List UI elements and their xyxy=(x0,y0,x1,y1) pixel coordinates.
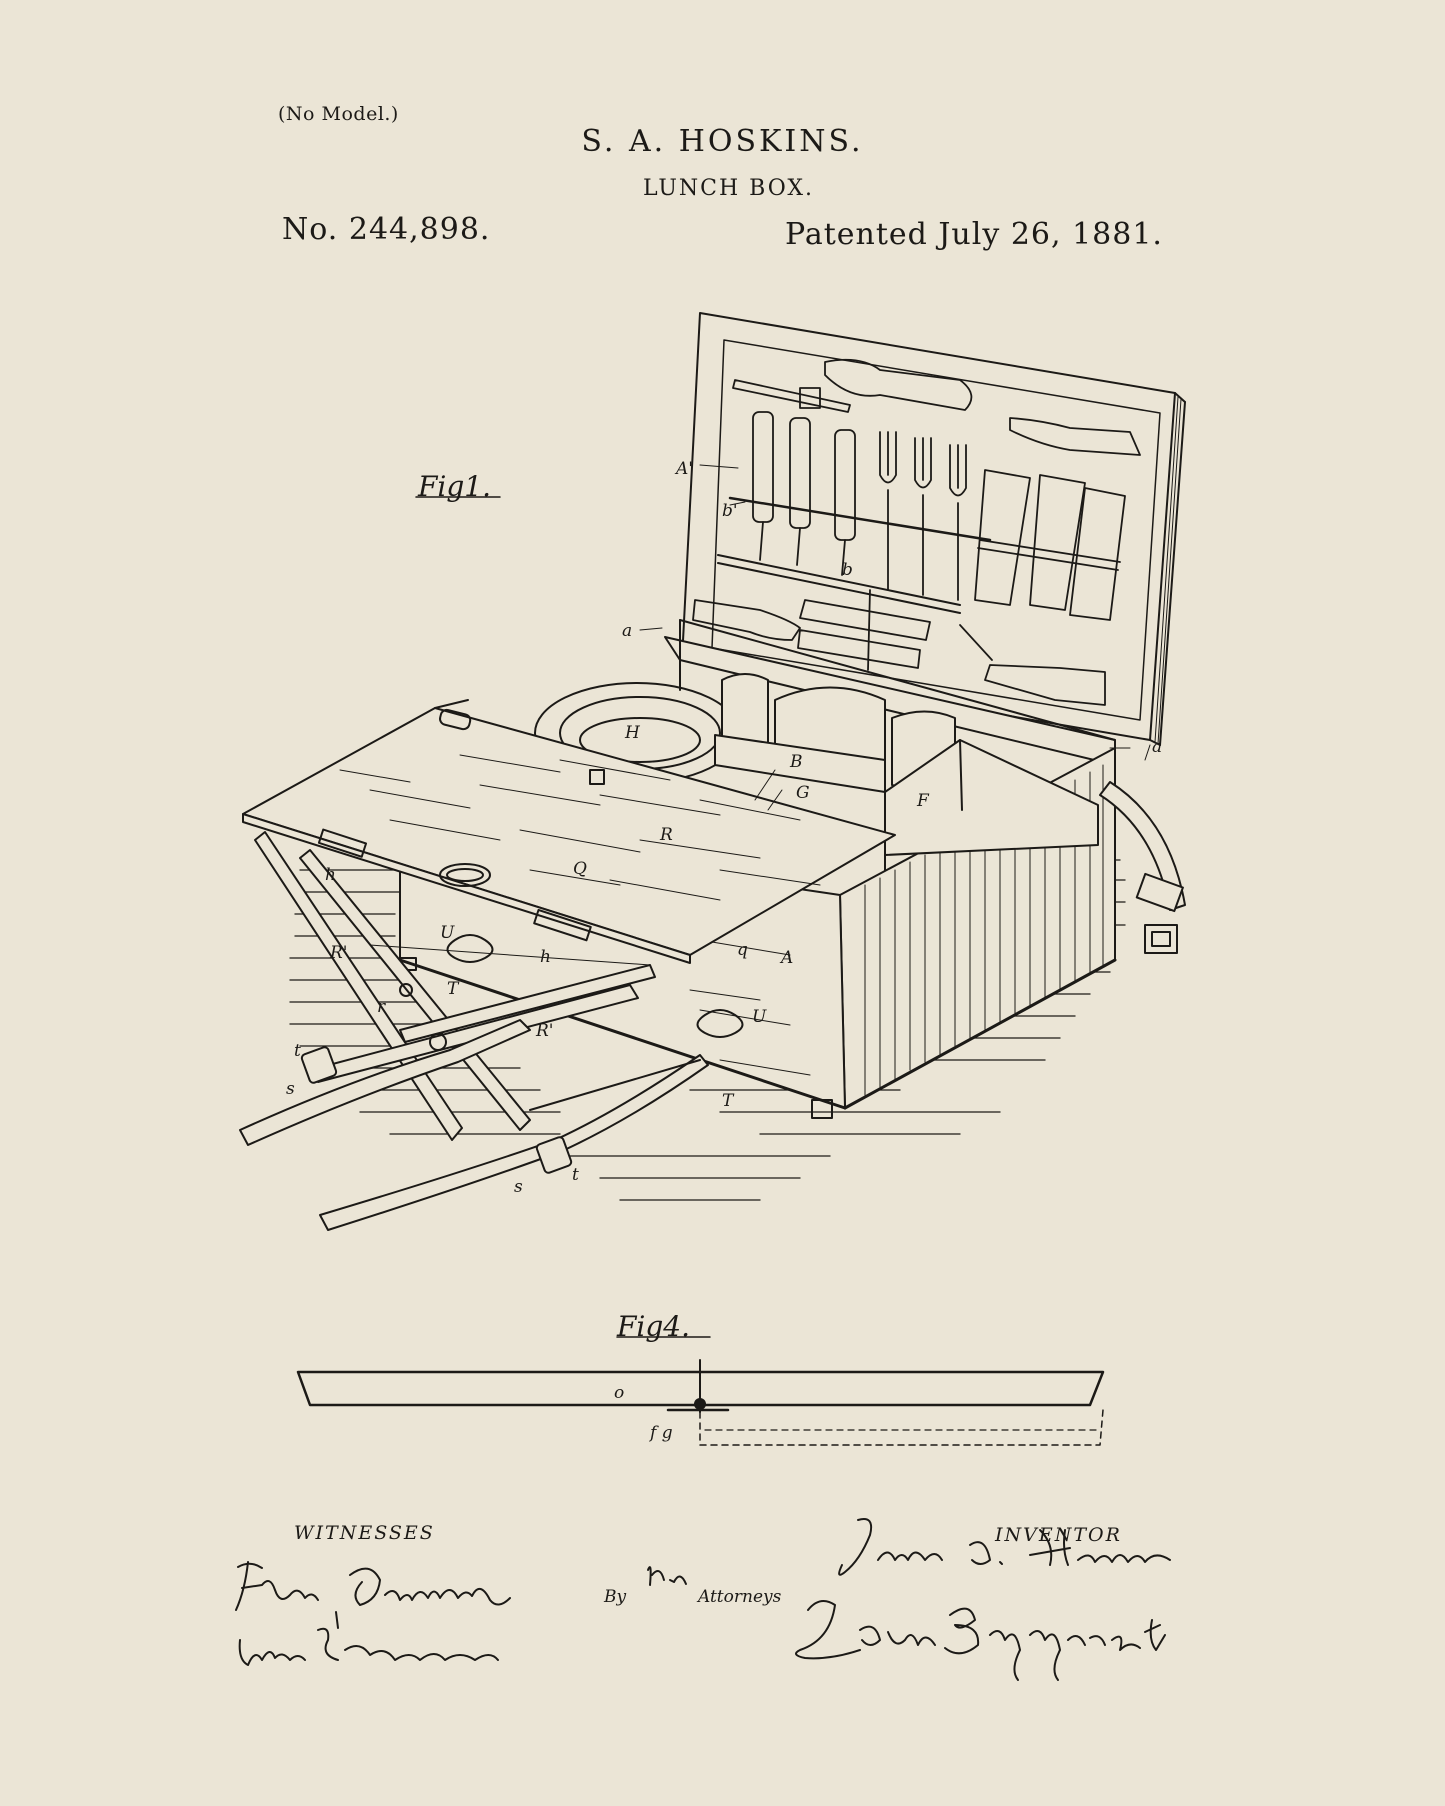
ref-b-prime: b' xyxy=(722,501,738,521)
ref-h-plate: H xyxy=(625,723,640,743)
ref-u-left: U xyxy=(440,923,455,943)
figure-4-section xyxy=(298,1360,1103,1445)
inventor-name-heading: S. A. HOSKINS. xyxy=(581,124,864,159)
ref-s-left: s xyxy=(286,1079,295,1099)
ref-s-bottom: s xyxy=(514,1177,523,1197)
ref-a-right: a xyxy=(1152,737,1163,757)
no-model-note: (No Model.) xyxy=(278,103,399,125)
ref-g: G xyxy=(796,783,810,803)
ref-q-small: q xyxy=(737,940,748,960)
patent-number: No. 244,898. xyxy=(282,212,491,247)
attorneys-label: Attorneys xyxy=(698,1587,782,1607)
invention-title: LUNCH BOX. xyxy=(642,176,815,201)
by-label: By xyxy=(604,1587,627,1607)
ref-b-divider: B xyxy=(790,752,803,772)
figure-4-label: Fig4. xyxy=(617,1310,691,1343)
ref-a-prime: A' xyxy=(676,459,693,479)
figure-1-label: Fig1. xyxy=(418,470,492,503)
ref-o: o xyxy=(614,1383,625,1403)
ref-t-mid: T xyxy=(447,979,459,999)
ref-b: b xyxy=(842,560,853,580)
ref-t-small-bottom: t xyxy=(572,1165,579,1185)
ref-r-prime-left: R' xyxy=(330,943,348,963)
ref-h-top: h xyxy=(325,865,336,885)
patent-date: Patented July 26, 1881. xyxy=(785,217,1163,252)
ref-r-small: r xyxy=(377,997,386,1017)
ref-t-left: t xyxy=(294,1041,301,1061)
ref-r-prime-mid: R' xyxy=(536,1021,554,1041)
inventor-label: INVENTOR xyxy=(995,1524,1122,1546)
witnesses-label: WITNESSES xyxy=(294,1522,435,1544)
ref-u-right: U xyxy=(752,1007,767,1027)
ref-t-bottom: T xyxy=(722,1091,734,1111)
ref-h-mid: h xyxy=(540,947,551,967)
ref-a-left: a xyxy=(622,621,633,641)
ref-a-box: A xyxy=(781,948,794,968)
ref-f: F xyxy=(917,791,929,811)
ref-fg: f g xyxy=(650,1423,673,1443)
ref-q-lid: Q xyxy=(573,859,587,879)
ref-r-lid: R xyxy=(660,825,673,845)
